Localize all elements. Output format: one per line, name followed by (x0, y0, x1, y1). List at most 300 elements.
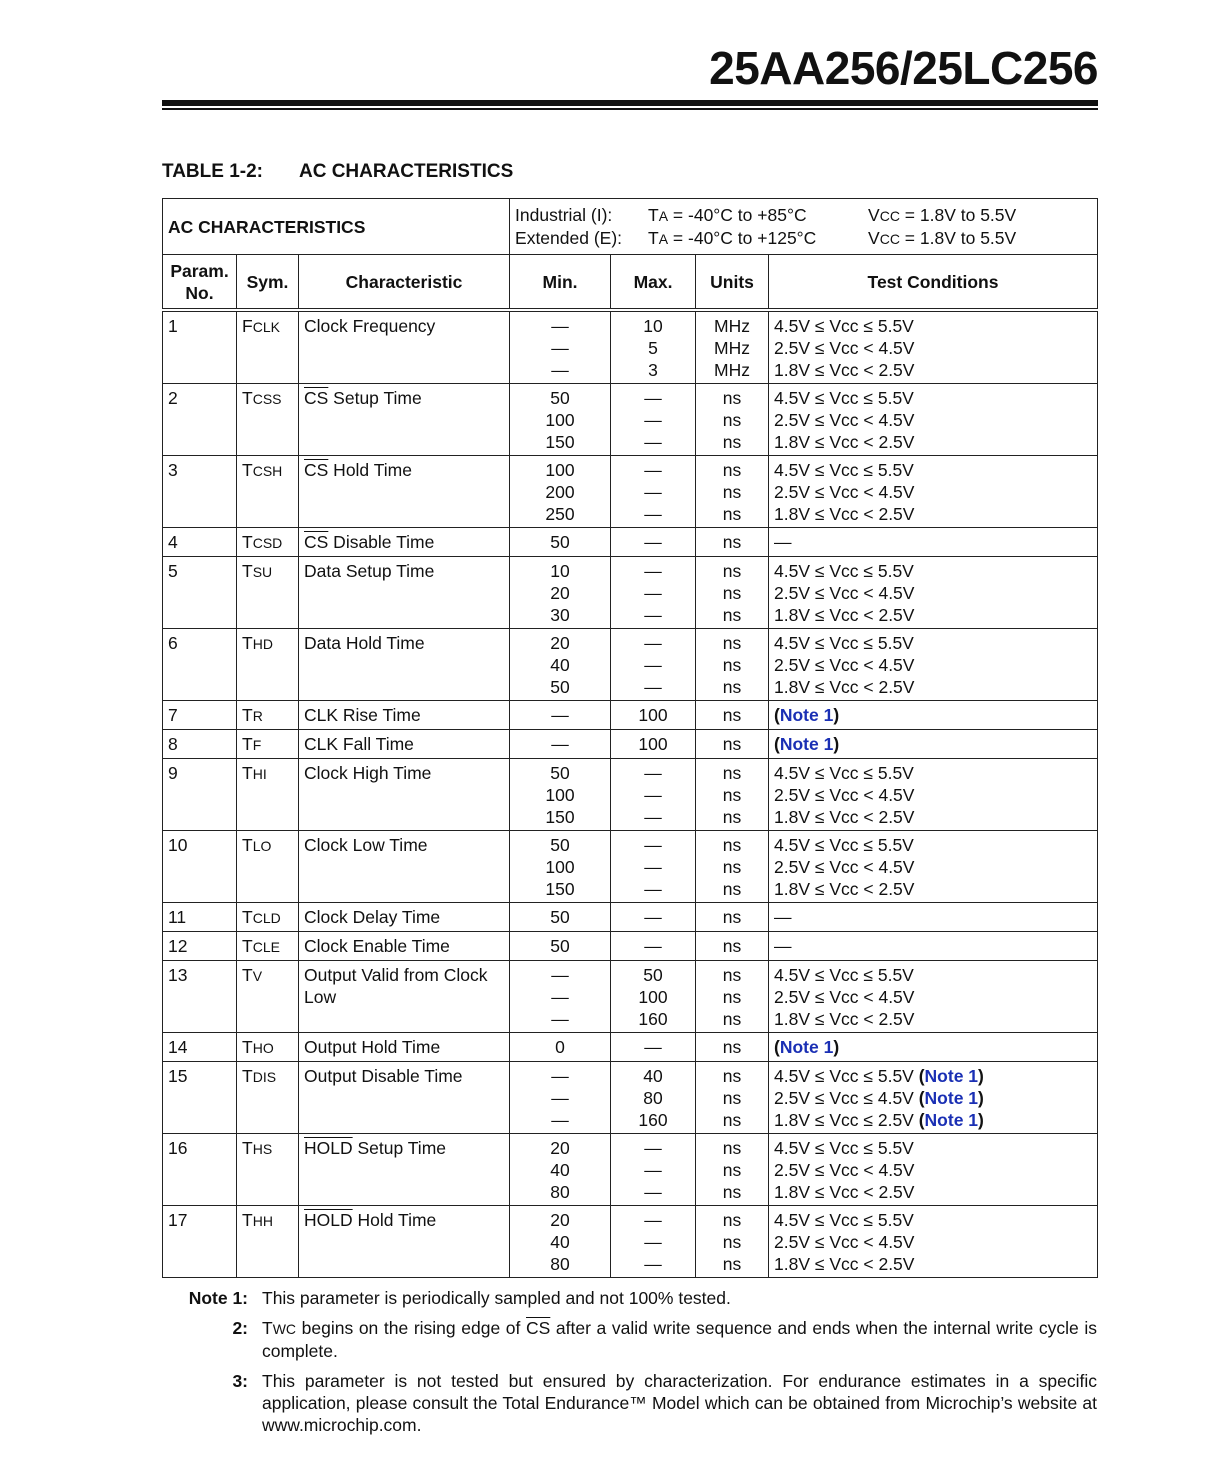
symbol-letter: T (242, 936, 253, 956)
test-condition-text: 1.8V ≤ Vcc < 2.5V (774, 879, 915, 899)
symbol-letter: T (242, 561, 253, 581)
min-value: — (551, 987, 569, 1007)
table-row (163, 1134, 1098, 1206)
test-condition (774, 409, 1092, 431)
min-value-cell (510, 831, 611, 903)
units-value-cell (696, 730, 769, 759)
symbol (237, 1033, 299, 1062)
characteristic-text (304, 1209, 504, 1231)
symbol-letter: T (242, 532, 253, 552)
units-value: ns (722, 835, 742, 855)
note-reference-link[interactable]: Note 1 (779, 705, 834, 725)
max-value: — (644, 1037, 662, 1057)
max-value: — (644, 655, 662, 675)
units-value: ns (722, 583, 742, 603)
characteristic-name: Data Hold Time (304, 633, 425, 653)
max-value-cell (611, 557, 696, 629)
min-value: — (551, 360, 569, 380)
characteristic-text (304, 834, 504, 856)
test-condition-text: 4.5V ≤ Vcc ≤ 5.5V (774, 1210, 914, 1230)
units-value: ns (722, 763, 742, 783)
test-conditions (769, 384, 1098, 456)
symbol-subscript: HO (252, 1040, 274, 1056)
test-condition (774, 387, 1092, 409)
test-condition (774, 986, 1092, 1008)
characteristic (299, 1206, 510, 1278)
min-value: — (551, 316, 569, 336)
max-value-cell (611, 456, 696, 528)
min-value-cell (510, 932, 611, 961)
symbol-subscript: SU (252, 564, 273, 580)
test-condition (774, 1036, 1092, 1058)
symbol-subscript: CSD (252, 535, 283, 551)
table-row (163, 629, 1098, 701)
units-value: ns (722, 879, 742, 899)
symbol (237, 456, 299, 528)
min-value: 50 (550, 835, 570, 855)
test-conditions (769, 759, 1098, 831)
min-value: 50 (550, 763, 570, 783)
units-value-cell (696, 1206, 769, 1278)
symbol (237, 730, 299, 759)
characteristic-name: Clock Delay Time (304, 907, 441, 927)
characteristic-text (304, 531, 504, 553)
min-value: 100 (545, 857, 575, 877)
param-number: 17 (163, 1206, 237, 1278)
symbol (237, 932, 299, 961)
max-value-cell (611, 1062, 696, 1134)
min-value: — (551, 1110, 569, 1130)
note-text-part: begins on the rising edge of (296, 1318, 526, 1338)
characteristic-name: Clock High Time (304, 763, 432, 783)
test-condition-text: 1.8V ≤ Vcc < 2.5V (774, 504, 915, 524)
column-header-text: Test Conditions (867, 272, 999, 292)
table-row (163, 831, 1098, 903)
symbol-subscript: HD (252, 636, 273, 652)
units-value: ns (722, 532, 742, 552)
units-value: ns (722, 655, 742, 675)
min-value-cell (510, 961, 611, 1033)
units-value: ns (722, 907, 742, 927)
test-condition (774, 1109, 1092, 1131)
test-condition (774, 906, 1092, 928)
symbol-letter: T (242, 734, 253, 754)
min-value-cell (510, 903, 611, 932)
condition-range: Industrial (I): (515, 205, 613, 225)
test-conditions (769, 629, 1098, 701)
test-condition-text: 4.5V ≤ Vcc ≤ 5.5V (774, 561, 914, 581)
characteristic-text (304, 632, 504, 654)
units-value: ns (722, 633, 742, 653)
characteristic-name: Clock Low Time (304, 835, 428, 855)
min-value: 200 (545, 482, 575, 502)
characteristic-name: Clock Frequency (304, 316, 436, 336)
max-value: — (644, 1182, 662, 1202)
column-header (769, 255, 1098, 311)
test-conditions (769, 903, 1098, 932)
characteristic (299, 932, 510, 961)
test-condition-text: 4.5V ≤ Vcc ≤ 5.5V (774, 388, 914, 408)
paren-close: ) (978, 1066, 984, 1086)
test-condition-text: 2.5V ≤ Vcc < 4.5V (774, 583, 915, 603)
min-value-cell (510, 384, 611, 456)
units-value: ns (722, 785, 742, 805)
test-condition (774, 1137, 1092, 1159)
symbol-subscript: HH (252, 1213, 273, 1229)
test-conditions (769, 730, 1098, 759)
test-condition-text: 2.5V ≤ Vcc < 4.5V (774, 410, 915, 430)
units-value: ns (722, 1254, 742, 1274)
table-row (163, 1033, 1098, 1062)
paren-open: ( (774, 705, 780, 725)
min-value: 20 (550, 633, 570, 653)
test-condition-text: 1.8V ≤ Vcc < 2.5V (774, 807, 915, 827)
active-low-signal: $\overline{CS}$ (526, 1318, 551, 1338)
symbol-subscript: DIS (252, 1069, 277, 1085)
symbol-letter: T (242, 1066, 253, 1086)
max-value: — (644, 857, 662, 877)
min-value: 30 (550, 605, 570, 625)
units-value: MHz (714, 316, 750, 336)
max-value-cell (611, 1134, 696, 1206)
param-number: 7 (163, 701, 237, 730)
test-condition-text: 4.5V ≤ Vcc ≤ 5.5V (774, 460, 914, 480)
characteristic-name: CLK Fall Time (304, 734, 414, 754)
units-value-cell (696, 310, 769, 384)
table-header-row-conditions (163, 199, 1098, 255)
column-header (163, 255, 237, 311)
condition-temperature (648, 227, 868, 250)
characteristic-text (304, 964, 504, 1008)
test-condition (774, 1231, 1092, 1253)
characteristic (299, 831, 510, 903)
max-value: — (644, 677, 662, 697)
test-condition-text: 4.5V ≤ Vcc ≤ 5.5V (774, 965, 914, 985)
symbol-subscript: CLD (252, 910, 281, 926)
note-text-part: This parameter is not tested but ensured by characterization. For endurance estimates in a specific application, please consult the Total Endurance™ Model which can be obtained from Microchip’s website at www.microchip.com. (262, 1371, 1097, 1435)
table-row (163, 961, 1098, 1033)
table-row (163, 528, 1098, 557)
note (162, 1317, 1097, 1362)
note-number: Note 1: (188, 1288, 248, 1308)
table-row (163, 384, 1098, 456)
min-value-cell (510, 1062, 611, 1134)
min-value: 20 (550, 1138, 570, 1158)
test-condition (774, 1209, 1092, 1231)
max-value: 5 (648, 338, 658, 358)
characteristic (299, 310, 510, 384)
paren-open: ( (918, 1110, 925, 1130)
column-header-text: Units (710, 272, 754, 292)
units-value: ns (722, 857, 742, 877)
note-number: 3: (232, 1371, 248, 1391)
min-value: 40 (550, 1232, 570, 1252)
max-value: 50 (643, 965, 663, 985)
min-value-cell (510, 759, 611, 831)
min-value: — (551, 705, 569, 725)
units-value: ns (722, 432, 742, 452)
test-condition-text: 4.5V ≤ Vcc ≤ 5.5V (774, 835, 914, 855)
max-value: — (644, 410, 662, 430)
units-value-cell (696, 961, 769, 1033)
test-condition-text: 1.8V ≤ Vcc < 2.5V (774, 1254, 915, 1274)
test-condition (774, 604, 1092, 626)
param-number: 16 (163, 1134, 237, 1206)
test-condition (774, 560, 1092, 582)
test-condition-text: 2.5V ≤ Vcc < 4.5V (774, 338, 915, 358)
ta-symbol: T (648, 205, 659, 225)
note-reference-link[interactable]: Note 1 (924, 1110, 979, 1130)
header-rule-thick (162, 100, 1098, 106)
max-value: 10 (643, 316, 663, 336)
min-value-cell (510, 310, 611, 384)
max-value-cell (611, 903, 696, 932)
symbol (237, 1206, 299, 1278)
symbol-letter: T (242, 388, 253, 408)
test-condition-text: 2.5V ≤ Vcc < 4.5V (774, 785, 915, 805)
symbol-letter: T (242, 907, 253, 927)
max-value-cell (611, 961, 696, 1033)
min-value: 0 (555, 1037, 565, 1057)
test-condition (774, 762, 1092, 784)
characteristic-name: Setup Time (328, 388, 422, 408)
characteristic-name: Output Disable Time (304, 1066, 463, 1086)
param-number: 5 (163, 557, 237, 629)
symbol (237, 528, 299, 557)
min-value-cell (510, 456, 611, 528)
symbol-letter: T (242, 1138, 253, 1158)
test-conditions (769, 932, 1098, 961)
units-value-cell (696, 384, 769, 456)
characteristic-name: CLK Rise Time (304, 705, 421, 725)
test-conditions (769, 1206, 1098, 1278)
min-value: 50 (550, 936, 570, 956)
max-value: — (644, 807, 662, 827)
symbol-subscript: R (252, 708, 263, 724)
test-conditions (769, 961, 1098, 1033)
characteristic (299, 557, 510, 629)
vcc-subscript: CC (879, 231, 900, 247)
vcc-range: = 1.8V to 5.5V (899, 205, 1017, 225)
symbol-letter: T (242, 460, 253, 480)
min-value: 250 (545, 504, 575, 524)
note-reference-link[interactable]: Note 1 (924, 1088, 979, 1108)
max-value-cell (611, 629, 696, 701)
max-value-cell (611, 528, 696, 557)
characteristic-name: Data Setup Time (304, 561, 435, 581)
characteristic (299, 961, 510, 1033)
units-value-cell (696, 528, 769, 557)
operating-conditions (510, 199, 1098, 255)
condition-range: Extended (E): (515, 228, 623, 248)
characteristic-text (304, 733, 504, 755)
test-condition-text: 2.5V ≤ Vcc < 4.5V (774, 655, 915, 675)
max-value-cell (611, 701, 696, 730)
ta-range: = -40°C to +125°C (668, 228, 817, 248)
max-value-cell (611, 1206, 696, 1278)
symbol (237, 310, 299, 384)
symbol-letter: T (242, 835, 253, 855)
test-condition (774, 1065, 1092, 1087)
characteristic-name: Setup Time (352, 1138, 447, 1158)
max-value: — (644, 432, 662, 452)
units-value: ns (722, 482, 742, 502)
min-value-cell (510, 557, 611, 629)
test-condition (774, 337, 1092, 359)
table-title: AC CHARACTERISTICS (298, 161, 514, 182)
test-conditions (769, 456, 1098, 528)
characteristic (299, 903, 510, 932)
units-value-cell (696, 903, 769, 932)
units-value-cell (696, 932, 769, 961)
note-reference-link[interactable]: Note 1 (779, 1037, 834, 1057)
test-condition (774, 632, 1092, 654)
test-conditions (769, 831, 1098, 903)
table-row (163, 759, 1098, 831)
test-condition-text: 2.5V ≤ Vcc < 4.5V (774, 987, 915, 1007)
min-value: 10 (550, 561, 570, 581)
units-value: ns (722, 1066, 742, 1086)
paren-close: ) (833, 734, 840, 754)
test-condition-text: — (774, 936, 792, 956)
characteristic (299, 456, 510, 528)
table-caption (162, 161, 513, 183)
units-value: ns (722, 1138, 742, 1158)
table-row (163, 456, 1098, 528)
ta-symbol: T (648, 228, 659, 248)
min-value: 80 (550, 1182, 570, 1202)
max-value: — (644, 482, 662, 502)
test-conditions (769, 1134, 1098, 1206)
test-conditions (769, 701, 1098, 730)
test-condition (774, 1008, 1092, 1030)
active-low-signal: HOLD (304, 1210, 353, 1230)
units-value: ns (722, 705, 742, 725)
param-number: 4 (163, 528, 237, 557)
test-conditions (769, 1062, 1098, 1134)
min-value: 150 (545, 432, 575, 452)
active-low-signal: $\overline{CS}$ (304, 388, 329, 408)
max-value: — (644, 388, 662, 408)
min-value: 50 (550, 388, 570, 408)
vcc-subscript: CC (879, 208, 900, 224)
note-reference-link[interactable]: Note 1 (924, 1066, 979, 1086)
min-value-cell (510, 629, 611, 701)
param-number: 15 (163, 1062, 237, 1134)
test-condition-text: 4.5V ≤ Vcc ≤ 5.5V (774, 763, 914, 783)
test-condition-text: 2.5V ≤ Vcc ≤ 4.5V (774, 1088, 919, 1108)
note-reference-link[interactable]: Note 1 (779, 734, 834, 754)
test-condition-text: 1.8V ≤ Vcc < 2.5V (774, 605, 915, 625)
test-conditions (769, 528, 1098, 557)
max-value: — (644, 907, 662, 927)
min-value: 80 (550, 1254, 570, 1274)
table-row (163, 730, 1098, 759)
symbol-subscript: LO (252, 838, 272, 854)
max-value: — (644, 835, 662, 855)
units-value: ns (722, 388, 742, 408)
condition-voltage (868, 204, 1092, 227)
max-value: — (644, 1254, 662, 1274)
max-value: — (644, 1232, 662, 1252)
test-condition-text: 2.5V ≤ Vcc < 4.5V (774, 1232, 915, 1252)
column-header-text: No. (185, 283, 214, 303)
table-header-label: AC CHARACTERISTICS (163, 199, 510, 255)
characteristic-text (304, 1065, 504, 1087)
paren-open: ( (918, 1088, 925, 1108)
paren-open: ( (918, 1066, 925, 1086)
symbol-subscript: CSS (252, 391, 282, 407)
characteristic-name: Output Valid from Clock Low (304, 965, 488, 1007)
symbol-letter: T (242, 1037, 253, 1057)
max-value: — (644, 1160, 662, 1180)
test-condition-text: — (774, 532, 792, 552)
test-condition (774, 481, 1092, 503)
max-value: — (644, 1210, 662, 1230)
units-value-cell (696, 701, 769, 730)
min-value: — (551, 1088, 569, 1108)
table-row (163, 1062, 1098, 1134)
note-subscript: WC (272, 1321, 297, 1337)
characteristic-name: Disable Time (328, 532, 435, 552)
min-value: 40 (550, 1160, 570, 1180)
units-value-cell (696, 1062, 769, 1134)
paren-close: ) (833, 1037, 840, 1057)
units-value: ns (722, 1088, 742, 1108)
max-value-cell (611, 730, 696, 759)
symbol-subscript: CSH (252, 463, 283, 479)
paren-open: ( (774, 1037, 780, 1057)
symbol-letter: T (242, 705, 253, 725)
test-condition (774, 935, 1092, 957)
table-row (163, 701, 1098, 730)
units-value-cell (696, 629, 769, 701)
characteristic-text (304, 560, 504, 582)
column-header (510, 255, 611, 311)
units-value-cell (696, 1033, 769, 1062)
test-conditions (769, 557, 1098, 629)
note-number: 2: (232, 1318, 248, 1338)
test-condition (774, 459, 1092, 481)
max-value: — (644, 785, 662, 805)
min-value-cell (510, 701, 611, 730)
characteristic-text (304, 1036, 504, 1058)
characteristic-text (304, 1137, 504, 1159)
max-value: 100 (638, 705, 668, 725)
test-condition-text: 4.5V ≤ Vcc ≤ 5.5V (774, 633, 914, 653)
symbol-subscript: HS (252, 1141, 273, 1157)
paren-close: ) (833, 705, 840, 725)
characteristic-text (304, 387, 504, 409)
max-value: 160 (638, 1110, 668, 1130)
units-value: ns (722, 734, 742, 754)
test-condition (774, 806, 1092, 828)
characteristic-name: Hold Time (328, 460, 412, 480)
param-number: 2 (163, 384, 237, 456)
test-condition-text: 1.8V ≤ Vcc < 2.5V (774, 360, 915, 380)
characteristic (299, 1033, 510, 1062)
test-condition (774, 654, 1092, 676)
paren-close: ) (978, 1088, 984, 1108)
test-condition (774, 834, 1092, 856)
symbol-letter: T (242, 763, 253, 783)
test-condition (774, 359, 1092, 381)
test-condition (774, 1087, 1092, 1109)
test-condition (774, 1181, 1092, 1203)
note-text (262, 1370, 1097, 1436)
note-text (262, 1317, 1097, 1362)
max-value-cell (611, 310, 696, 384)
